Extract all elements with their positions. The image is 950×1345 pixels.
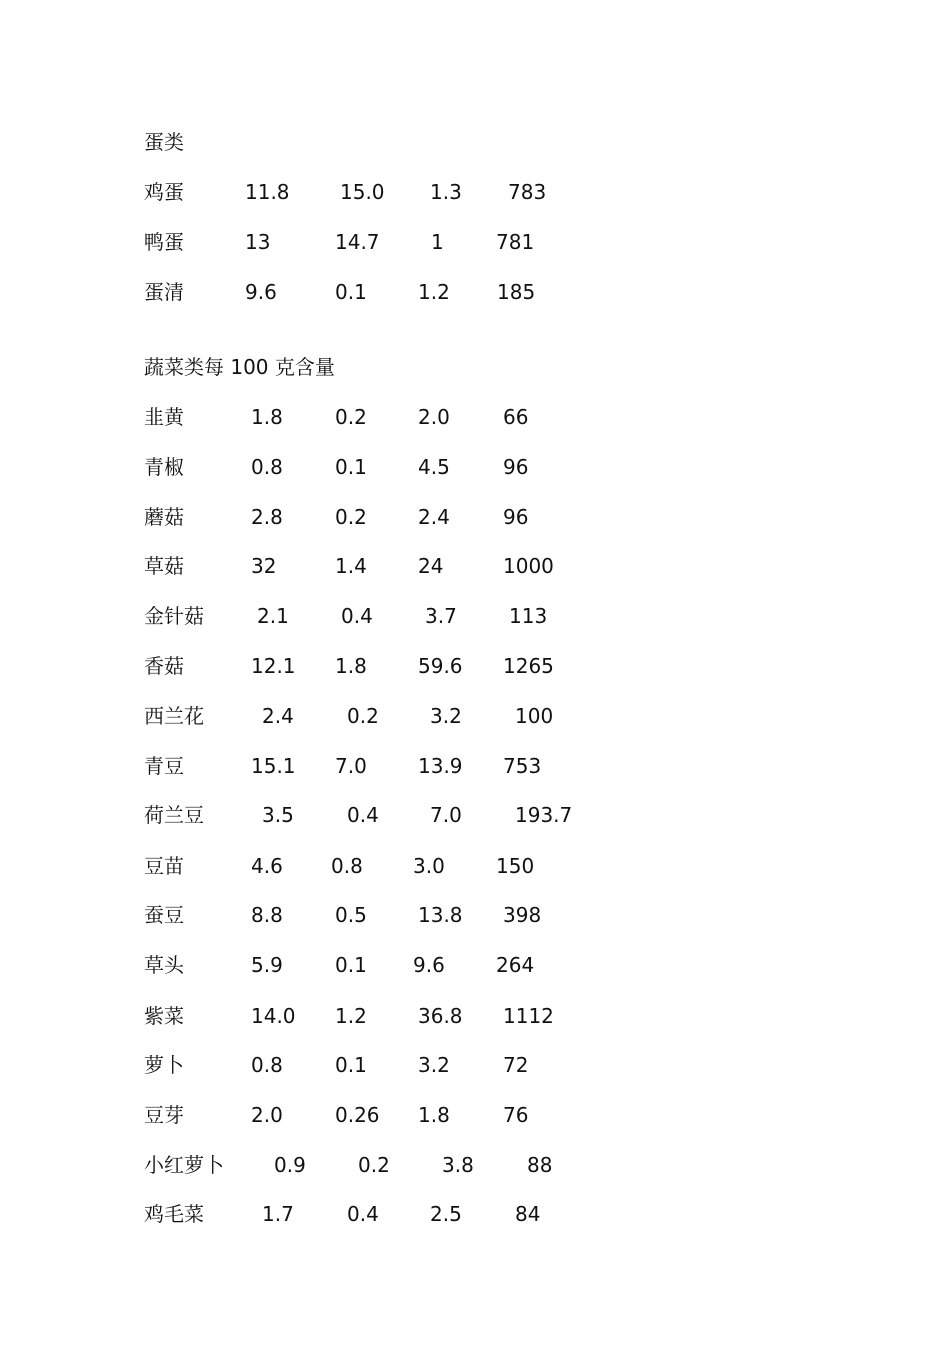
value-col-3: 3.2 [418,1053,450,1077]
value-col-2: 0.1 [335,953,367,977]
table-row [0,452,950,482]
food-name: 豆苗 [144,854,184,878]
food-name: 鸭蛋 [144,230,184,254]
value-col-4: 76 [503,1103,529,1127]
value-col-2: 1.4 [335,554,367,578]
value-col-3: 1 [431,230,444,254]
value-col-4: 264 [496,953,535,977]
table-row [0,502,950,532]
food-name: 紫菜 [144,1004,184,1028]
food-name: 荷兰豆 [144,803,204,827]
food-name: 蚕豆 [144,903,184,927]
food-name: 青豆 [144,754,184,778]
food-name: 草菇 [144,554,184,578]
value-col-3: 1.8 [418,1103,450,1127]
value-col-4: 193.7 [515,803,573,827]
value-col-3: 13.9 [418,754,463,778]
table-row [0,601,950,631]
value-col-1: 11.8 [245,180,290,204]
section-heading-eggs [0,127,950,157]
value-col-1: 0.8 [251,455,283,479]
value-col-3: 59.6 [418,654,463,678]
value-col-1: 32 [251,554,277,578]
food-name: 蛋清 [144,280,184,304]
table-row [0,1050,950,1080]
value-col-2: 1.8 [335,654,367,678]
food-name: 金针菇 [144,604,204,628]
value-col-4: 1112 [503,1004,554,1028]
value-col-2: 0.2 [347,704,379,728]
table-row [0,800,950,830]
table-row [0,1001,950,1031]
food-name: 鸡蛋 [144,180,184,204]
value-col-2: 0.8 [331,854,363,878]
value-col-2: 0.4 [347,1202,379,1226]
value-col-2: 0.4 [347,803,379,827]
value-col-4: 398 [503,903,542,927]
value-col-1: 4.6 [251,854,283,878]
value-col-4: 783 [508,180,547,204]
value-col-1: 1.8 [251,405,283,429]
value-col-4: 84 [515,1202,541,1226]
value-col-4: 113 [509,604,548,628]
value-col-1: 9.6 [245,280,277,304]
value-col-2: 14.7 [335,230,380,254]
section-heading-text: 蔬菜类每 100 克含量 [144,355,335,379]
value-col-4: 185 [497,280,536,304]
food-name: 西兰花 [144,704,204,728]
value-col-4: 96 [503,505,529,529]
value-col-1: 2.1 [257,604,289,628]
food-name: 韭黄 [144,405,184,429]
food-name: 香菇 [144,654,184,678]
value-col-3: 3.8 [442,1153,474,1177]
value-col-3: 4.5 [418,455,450,479]
value-col-4: 66 [503,405,529,429]
table-row [0,1150,950,1180]
value-col-2: 15.0 [340,180,385,204]
value-col-3: 1.2 [418,280,450,304]
value-col-4: 88 [527,1153,553,1177]
value-col-1: 13 [245,230,271,254]
food-name: 萝卜 [144,1053,184,1077]
table-row [0,950,950,980]
value-col-3: 2.0 [418,405,450,429]
value-col-1: 0.9 [274,1153,306,1177]
table-row [0,701,950,731]
value-col-2: 0.2 [335,505,367,529]
table-row [0,177,950,207]
food-name: 青椒 [144,455,184,479]
value-col-2: 0.5 [335,903,367,927]
value-col-1: 0.8 [251,1053,283,1077]
table-row [0,551,950,581]
value-col-1: 3.5 [262,803,294,827]
value-col-1: 2.0 [251,1103,283,1127]
table-row [0,227,950,257]
value-col-3: 7.0 [430,803,462,827]
section-heading-vegetables [0,352,950,382]
value-col-1: 2.4 [262,704,294,728]
value-col-4: 72 [503,1053,529,1077]
food-name: 豆芽 [144,1103,184,1127]
value-col-2: 0.26 [335,1103,380,1127]
value-col-1: 1.7 [262,1202,294,1226]
value-col-3: 13.8 [418,903,463,927]
section-heading-text: 蛋类 [144,130,184,154]
value-col-4: 1265 [503,654,554,678]
table-row [0,751,950,781]
value-col-2: 1.2 [335,1004,367,1028]
food-name: 蘑菇 [144,505,184,529]
value-col-4: 100 [515,704,554,728]
table-row [0,1199,950,1229]
value-col-3: 2.5 [430,1202,462,1226]
value-col-1: 12.1 [251,654,296,678]
value-col-2: 0.1 [335,1053,367,1077]
value-col-3: 3.0 [413,854,445,878]
value-col-3: 24 [418,554,444,578]
value-col-1: 8.8 [251,903,283,927]
value-col-4: 150 [496,854,535,878]
value-col-3: 2.4 [418,505,450,529]
value-col-3: 1.3 [430,180,462,204]
food-name: 草头 [144,953,184,977]
food-name: 鸡毛菜 [144,1202,204,1226]
value-col-2: 0.2 [335,405,367,429]
value-col-2: 0.2 [358,1153,390,1177]
food-name: 小红萝卜 [144,1153,224,1177]
table-row [0,1100,950,1130]
table-row [0,851,950,881]
value-col-1: 2.8 [251,505,283,529]
value-col-2: 7.0 [335,754,367,778]
value-col-1: 15.1 [251,754,296,778]
table-row [0,651,950,681]
value-col-2: 0.1 [335,455,367,479]
value-col-3: 3.2 [430,704,462,728]
value-col-1: 14.0 [251,1004,296,1028]
value-col-4: 1000 [503,554,554,578]
value-col-4: 753 [503,754,542,778]
table-row [0,402,950,432]
value-col-4: 96 [503,455,529,479]
value-col-3: 36.8 [418,1004,463,1028]
table-row [0,900,950,930]
value-col-3: 9.6 [413,953,445,977]
value-col-3: 3.7 [425,604,457,628]
value-col-2: 0.4 [341,604,373,628]
value-col-1: 5.9 [251,953,283,977]
table-row [0,277,950,307]
value-col-4: 781 [496,230,535,254]
value-col-2: 0.1 [335,280,367,304]
